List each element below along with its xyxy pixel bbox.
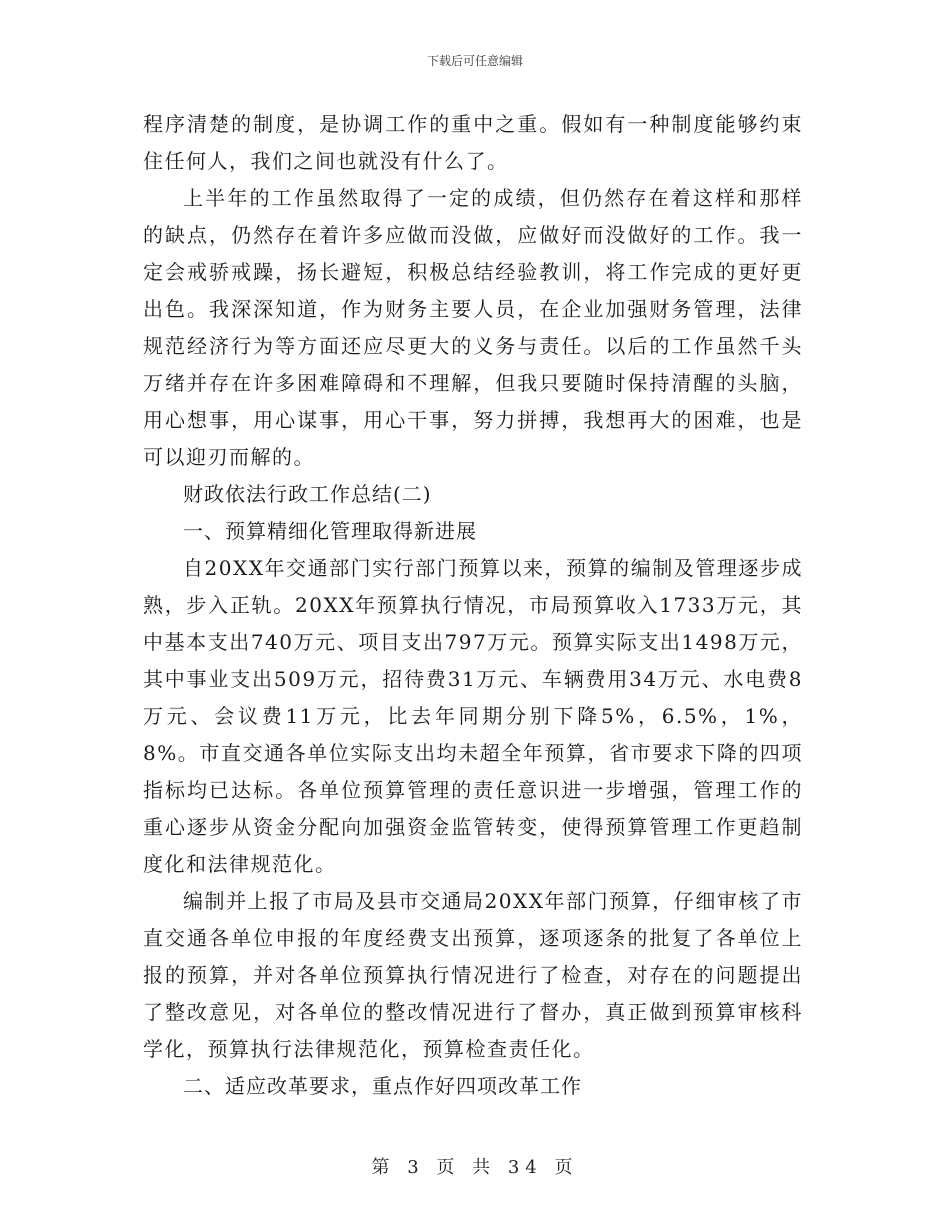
paragraph-summary: 上半年的工作虽然取得了一定的成绩，但仍然存在着这样和那样的缺点，仍然存在着许多应做而没做，应做好而没做好的工作。我一定会戒骄戒躁，扬长避短，积极总结经验教训，将工作完成的更好更出色。我深深知道，作为财务主要人员，在企业加强财务管理，法律规范经济行为等方面还应尽更大的义务与责任。以后的工作虽然千头万绪并存在许多困难障碍和不理解，但我只要随时保持清醒的头脑，用心想事，用心谋事，用心干事，努力拼搏，我想再大的困难，也是可以迎刃而解的。 bbox=[143, 186, 803, 469]
page-number-footer: 第 3 页 共 34 页 bbox=[371, 1157, 579, 1178]
paragraph-continuation: 程序清楚的制度，是协调工作的重中之重。假如有一种制度能够约束住任何人，我们之间也就没有什么了。 bbox=[143, 112, 803, 173]
subsection-heading-2: 二、适应改革要求，重点作好四项改革工作 bbox=[183, 1074, 582, 1098]
subsection-heading-1: 一、预算精细化管理取得新进展 bbox=[183, 519, 477, 543]
paragraph-budget-review: 编制并上报了市局及县市交通局20XX年部门预算，仔细审核了市直交通各单位申报的年度经费支出预算，逐项逐条的批复了各单位上报的预算，并对各单位预算执行情况进行了检查，对存在的问题提出了整改意见，对各单位的整改情况进行了督办，真正做到预算审核科学化，预算执行法律规范化，预算检查责任化。 bbox=[143, 889, 803, 1061]
page-header: 下载后可任意编辑 bbox=[426, 54, 523, 68]
paragraph-budget-execution: 自20XX年交通部门实行部门预算以来，预算的编制及管理逐步成熟，步入正轨。20XX年预算执行情况，市局预算收入1733万元，其中基本支出740万元、项目支出797万元。预算实际支出1498万元，其中事业支出509万元，招待费31万元、车辆费用34万元、水电费8万元、会议费11万元，比去年同期分别下降5%，6.5%，1%，8%。市直交通各单位实际支出均未超全年预算，省市要求下降的四项指标均已达标。各单位预算管理的责任意识进一步增强，管理工作的重心逐步从资金分配向加强资金监管转变，使得预算管理工作更趋制度化和法律规范化。 bbox=[143, 556, 803, 876]
section-title: 财政依法行政工作总结(二) bbox=[183, 482, 432, 506]
document-body bbox=[143, 106, 803, 1105]
